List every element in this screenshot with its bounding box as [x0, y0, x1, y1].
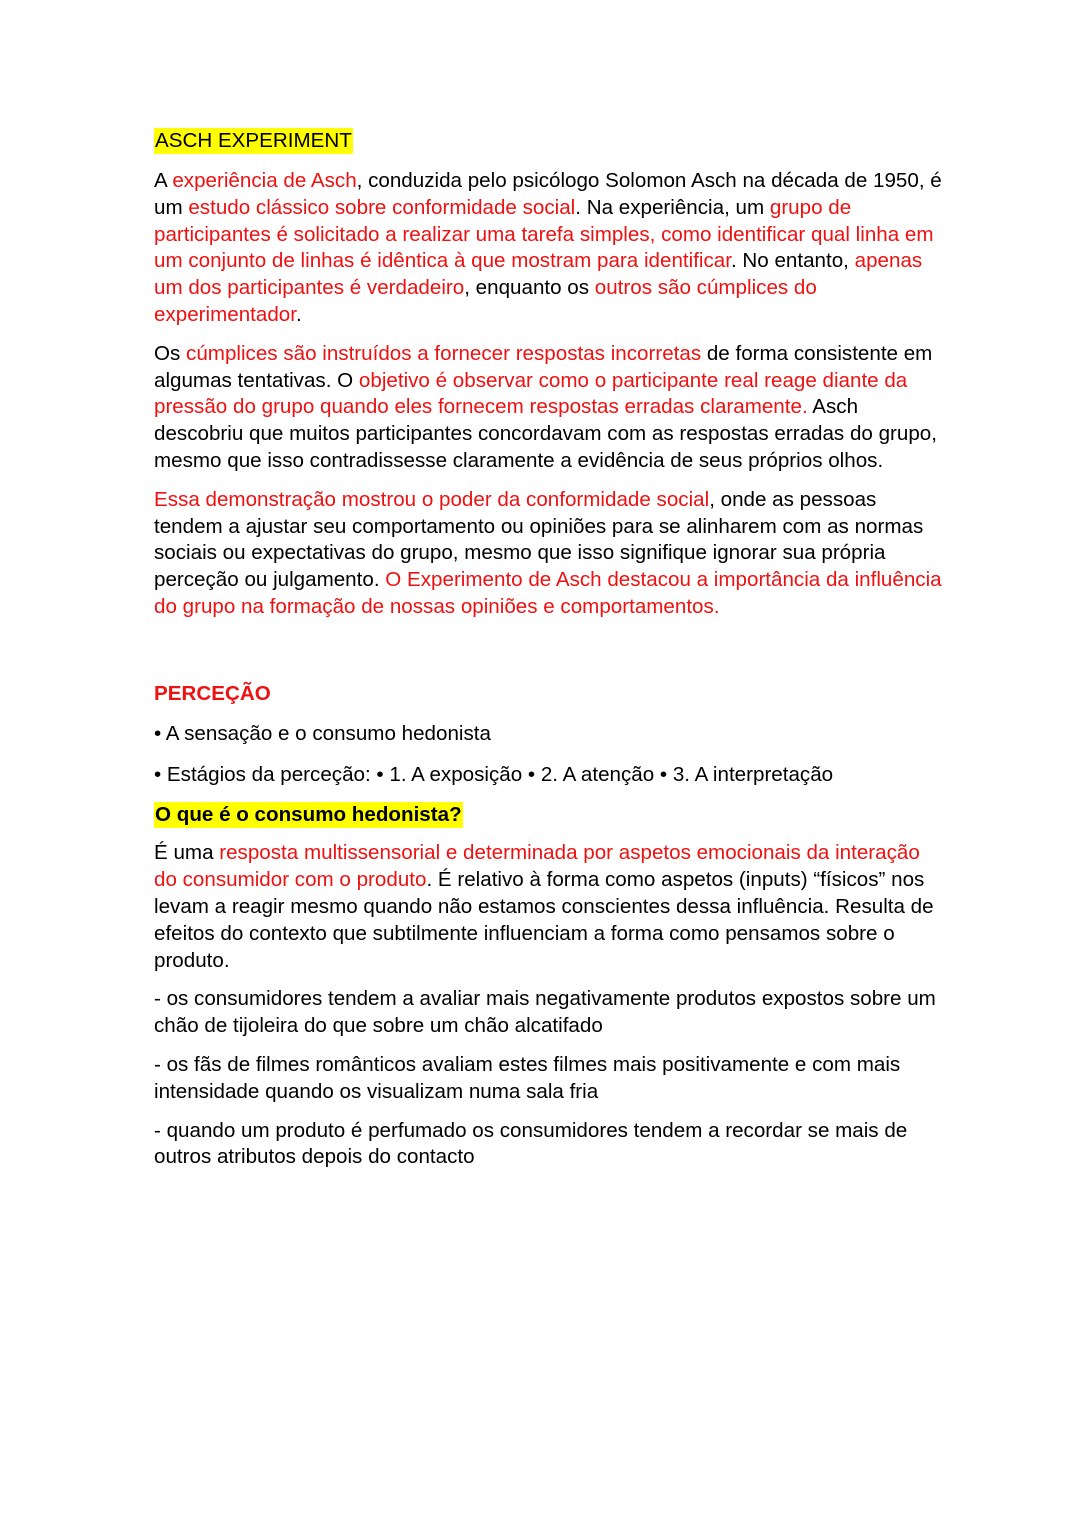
asch-heading: ASCH EXPERIMENT: [155, 129, 352, 152]
red-text-run: cúmplices são instruídos a fornecer respostas incorretas: [186, 341, 702, 365]
asch-section: [154, 128, 944, 621]
document-page: [154, 128, 944, 1183]
hedonic-question-heading: O que é o consumo hedonista?: [155, 803, 462, 827]
text-run: A: [154, 169, 173, 192]
text-run: Os: [154, 341, 187, 365]
text-run: . No entanto,: [730, 249, 855, 273]
text-run: de forma consistente em algumas tentativas. O: [154, 341, 933, 392]
red-text-run: experiência de Asch: [172, 169, 357, 192]
text-run: É uma: [154, 841, 220, 865]
red-text-run: Essa demonstração mostrou o poder da conformidade social: [154, 487, 710, 511]
bullet-item: • A sensação e o consumo hedonista: [154, 721, 491, 745]
text-run: , onde as pessoas tendem a ajustar seu comportamento ou opiniões para se alinharem com as normas sociais ou expectativas do grupo, mesmo que isso signifique ignorar sua própria perceção ou julgamento.: [154, 487, 924, 592]
asch-paragraph-1: [154, 168, 944, 329]
text-run: . Na experiência, um: [575, 195, 770, 219]
example-item: - quando um produto é perfumado os consumidores tendem a recordar se mais de outros atributos depois do contacto: [154, 1118, 908, 1169]
text-run: , enquanto os: [464, 276, 595, 300]
red-text-run: grupo de participantes é solicitado a realizar uma tarefa simples, como identificar qual linha em um conjunto de linhas é idêntica à que mostram para identificar: [154, 195, 934, 273]
text-run: Asch descobriu que muitos participantes concordavam com as respostas erradas do grupo, mesmo que isso contradissesse claramente a evidência de seus próprios olhos.: [154, 395, 937, 472]
red-text-run: resposta multissensorial e determinada por aspetos emocionais da interação do consumidor com o produto: [154, 841, 920, 892]
red-text-run: objetivo é observar como o participante real reage diante da pressão do grupo quando eles fornecem respostas erradas claramente.: [154, 368, 908, 419]
percecao-section: [154, 681, 944, 1171]
red-text-run: O Experimento de Asch destacou a importância da influência do grupo na formação de nossas opiniões e comportamentos.: [154, 568, 942, 618]
bullet-item: • Estágios da perceção: • 1. A exposição • 2. A atenção • 3. A interpretação: [154, 762, 834, 786]
asch-paragraph-3: [154, 487, 944, 621]
text-run: .: [295, 302, 302, 326]
red-text-run: outros são cúmplices do experimentador: [154, 276, 817, 326]
red-text-run: estudo clássico sobre conformidade social: [188, 195, 576, 219]
example-item: - os fãs de filmes românticos avaliam estes filmes mais positivamente e com mais intensidade quando os visualizam numa sala fria: [154, 1052, 901, 1103]
example-item: - os consumidores tendem a avaliar mais negativamente produtos expostos sobre um chão de tijoleira do que sobre um chão alcatifado: [154, 987, 936, 1038]
hedonic-definition-paragraph: [154, 840, 944, 974]
percecao-heading: PERCEÇÃO: [154, 681, 271, 705]
section-spacer: [154, 633, 944, 681]
text-run: , conduzida pelo psicólogo Solomon Asch na década de 1950, é um: [154, 169, 942, 219]
red-text-run: apenas um dos participantes é verdadeiro: [154, 249, 923, 300]
asch-paragraph-2: [154, 341, 944, 475]
text-run: . É relativo à forma como aspetos (inputs) “físicos” nos levam a reagir mesmo quando não estamos conscientes dessa influência. Resulta de efeitos do contexto que subtilmente influenciam a forma como pensamos sobre o produto.: [154, 868, 934, 972]
